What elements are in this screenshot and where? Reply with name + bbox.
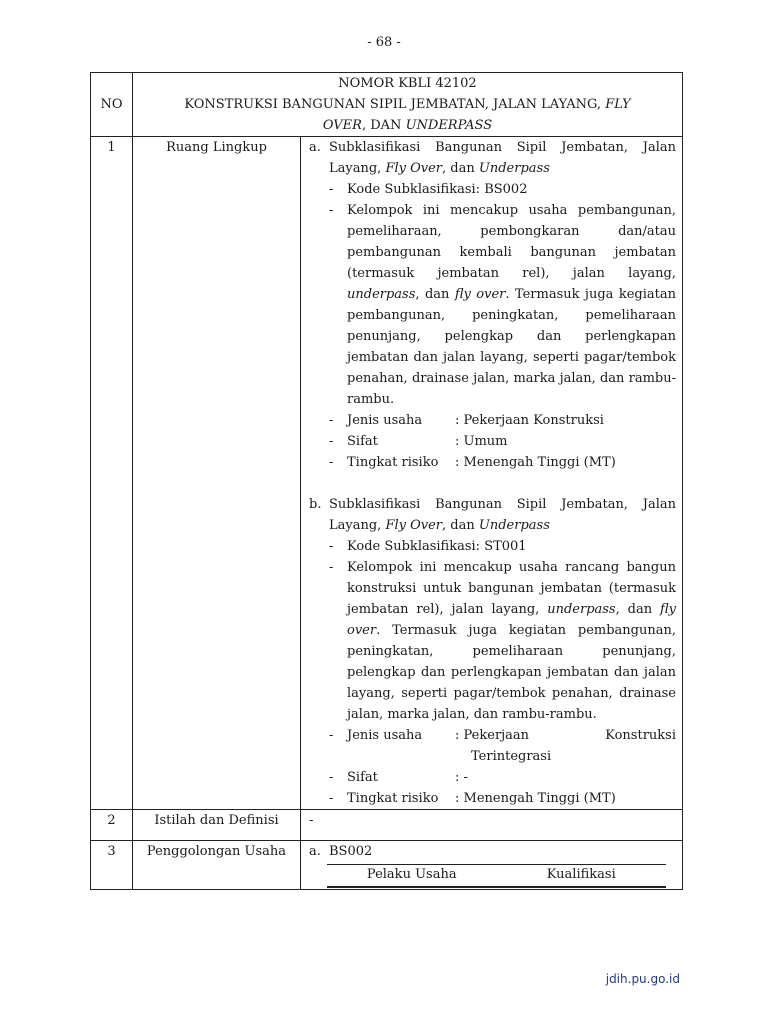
list-item: - Sifat : Umum: [329, 434, 508, 449]
table-row: [91, 841, 683, 890]
section-b-title: Subklasifikasi Bangunan Sipil Jembatan, Jalan: [329, 497, 676, 512]
row-number: 2: [91, 810, 133, 841]
header-title: [133, 73, 683, 137]
row-label: Penggolongan Usaha: [133, 841, 301, 890]
footer-link[interactable]: jdih.pu.go.id: [605, 972, 680, 986]
row-number: 3: [91, 841, 133, 890]
row-label: Istilah dan Definisi: [133, 810, 301, 841]
section-a-title-2: Layang, Fly Over, dan Underpass: [329, 161, 550, 176]
kbli-table: [90, 72, 683, 890]
list-item: - Kode Subklasifikasi: BS002: [329, 182, 528, 197]
row-number: 1: [91, 137, 133, 810]
list-item: - Tingkat risiko : Menengah Tinggi (MT): [329, 455, 616, 470]
header-title-line2: KONSTRUKSI BANGUNAN SIPIL JEMBATAN, JALAN LAYANG, FLY: [184, 97, 631, 112]
list-item: - Jenis usaha : Pekerjaan Konstruksi: [329, 413, 604, 428]
table-header-row: [91, 73, 683, 137]
qualification-table-header: [327, 864, 666, 888]
table-row: [91, 810, 683, 841]
header-no: NO: [91, 73, 133, 137]
page-number: - 68 -: [367, 35, 401, 50]
col-pelaku-usaha: Pelaku Usaha: [366, 867, 457, 882]
header-kbli-number: NOMOR KBLI 42102: [338, 76, 477, 91]
list-item: - Kelompok ini mencakup usaha pembangunan, pemeliharaan, pembongkaran dan/atau pembangunan kembali bangunan jembatan (termasuk jembatan rel), jalan layang, underpass, dan fly over. Termasuk juga kegiatan pembangunan, peningkatan, pemeliharaan penunjang, pelengkap dan perlengkapan jembatan dan jalan layang, seperti pagar/tembok penahan, drainase jalan, marka jalan, dan rambu-rambu.: [329, 203, 676, 407]
table-row: [91, 137, 683, 810]
ruang-lingkup-content: [301, 137, 683, 810]
col-kualifikasi: Kualifikasi: [546, 867, 616, 882]
row-label: Ruang Lingkup: [133, 137, 301, 810]
istilah-value: -: [301, 810, 683, 841]
list-item: - Kelompok ini mencakup usaha rancang bangun konstruksi untuk bangunan jembatan (termasuk jembatan rel), jalan layang, underpass, dan fly over. Termasuk juga kegiatan pembangunan, peningkatan, pemeliharaan penunjang, pelengkap dan perlengkapan jembatan dan jalan layang, seperti pagar/tembok penahan, drainase jalan, marka jalan, dan rambu-rambu.: [329, 560, 677, 722]
header-title-line3: OVER, DAN UNDERPASS: [322, 118, 493, 133]
list-item: - Kode Subklasifikasi: ST001: [329, 539, 527, 554]
list-item: - Tingkat risiko : Menengah Tinggi (MT): [329, 791, 616, 806]
list-item: - Sifat : -: [329, 770, 468, 785]
list-item: - Jenis usaha : Pekerjaan Konstruksi Terintegrasi: [329, 728, 676, 764]
section-a: a. Subklasifikasi Bangunan Sipil Jembatan, Jalan Layang, Fly Over, dan Underpass: [309, 137, 676, 179]
section-b: b. Subklasifikasi Bangunan Sipil Jembatan, Jalan Layang, Fly Over, dan Underpass: [309, 494, 676, 536]
section-a-title: Subklasifikasi Bangunan Sipil Jembatan, Jalan: [329, 140, 676, 155]
penggolongan-content: a. BS002 Pelaku Usaha Kualifikasi: [301, 841, 683, 890]
section-b-title-2: Layang, Fly Over, dan Underpass: [329, 518, 550, 533]
